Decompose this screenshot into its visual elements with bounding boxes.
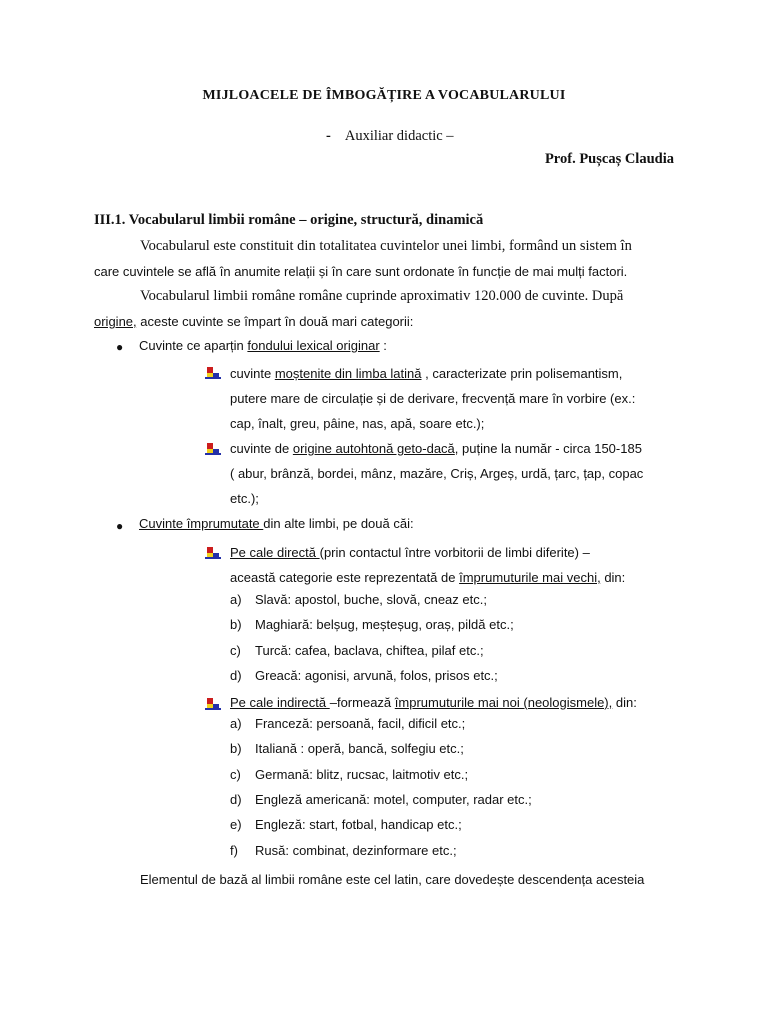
m4-underlined: Pe cale indirectă bbox=[230, 695, 330, 710]
indirect_list-letter: f) bbox=[230, 842, 238, 858]
marker-1-line-1 bbox=[230, 362, 674, 387]
marker-4-line-1 bbox=[230, 691, 674, 716]
marker-2-line-1 bbox=[230, 437, 674, 462]
indirect_list-item: Rusă: combinat, dezinformare etc.; bbox=[255, 842, 457, 858]
marker-2-line-2: ( abur, brânză, bordei, mânz, mazăre, Criș, Argeș, urdă, țarc, țap, copac bbox=[230, 466, 644, 481]
indirect_list-letter: b) bbox=[230, 741, 242, 757]
direct_list-letter: c) bbox=[230, 642, 241, 658]
indirect_list-letter: c) bbox=[230, 766, 241, 782]
indirect_list-item: Italiană : operă, bancă, solfegiu etc.; bbox=[255, 741, 464, 757]
m2-post: , puține la număr - circa 150-185 bbox=[454, 441, 642, 456]
author-name: Prof. Pușcaș Claudia bbox=[544, 151, 674, 167]
flag-marker-icon bbox=[205, 697, 221, 711]
indirect_list-letter: d) bbox=[230, 791, 242, 807]
flag-marker-icon bbox=[205, 366, 221, 380]
marker-3-line-1 bbox=[230, 541, 674, 566]
indirect_list-letter: a) bbox=[230, 716, 242, 731]
marker-2-line-3: etc.); bbox=[230, 491, 259, 506]
bullet-2-text bbox=[139, 516, 414, 531]
direct_list-letter: d) bbox=[230, 667, 242, 683]
m1-post: , caracterizate prin polisemantism, bbox=[421, 366, 623, 381]
indirect_list-item: Franceză: persoană, facil, dificil etc.; bbox=[255, 716, 466, 731]
m2-underlined: origine autohtonă geto-dacă bbox=[292, 441, 455, 456]
direct_list-item: Turcă: cafea, baclava, chiftea, pilaf etc.; bbox=[255, 642, 484, 658]
direct_list-item: Slavă: apostol, buche, slovă, cneaz etc.; bbox=[255, 592, 487, 607]
direct_list-letter: a) bbox=[230, 592, 242, 607]
m3-post: (prin contactul între vorbitorii de limbi diferite) – bbox=[319, 545, 590, 560]
m3-underlined: Pe cale directă bbox=[230, 545, 320, 560]
bullet-1-pre: Cuvinte ce aparțin bbox=[139, 338, 248, 353]
document-subtitle bbox=[326, 128, 454, 145]
m1-underlined: moștenite din limba latină bbox=[274, 366, 422, 381]
flag-marker-icon bbox=[205, 546, 221, 560]
paragraph-1-line-2: care cuvintele se află în anumite relații și în care sunt ordonate în funcție de mai mulți factori. bbox=[94, 264, 628, 279]
m4-mid: –formează bbox=[329, 695, 395, 710]
bullet-icon: ● bbox=[116, 519, 124, 533]
bullet-2-post: din alte limbi, pe două căi: bbox=[263, 516, 414, 531]
indirect_list-item: Engleză americană: motel, computer, radar etc.; bbox=[255, 791, 532, 807]
document-title: MIJLOACELE DE ÎMBOGĂȚIRE A VOCABULARULUI bbox=[202, 88, 566, 103]
paragraph-2-text-1: Vocabularul limbii române române cuprinde aproximativ 120.000 de cuvinte. După bbox=[140, 288, 624, 304]
indirect_list-item: Engleză: start, fotbal, handicap etc.; bbox=[255, 817, 462, 833]
direct_list-item: Greacă: agonisi, arvună, folos, prisos etc.; bbox=[255, 667, 498, 683]
paragraph-2-text-2: aceste cuvinte se împart în două mari categorii: bbox=[136, 314, 414, 329]
paragraph-1-line-1 bbox=[94, 234, 674, 259]
m4-post: din: bbox=[612, 695, 637, 710]
bullet-1-text bbox=[139, 338, 387, 353]
paragraph-1-text-1: Vocabularul este constituit din totalitatea cuvintelor unei limbi, formând un sistem în bbox=[140, 238, 632, 254]
origin-underlined: origine, bbox=[94, 314, 137, 329]
direct_list-letter: b) bbox=[230, 617, 242, 633]
indirect_list-letter: e) bbox=[230, 817, 242, 833]
direct_list-item: Maghiară: belșug, meșteșug, oraș, pildă etc.; bbox=[255, 617, 514, 633]
bullet-1-underlined: fondului lexical originar bbox=[247, 338, 380, 353]
section-heading: III.1. Vocabularul limbii române – origine, structură, dinamică bbox=[94, 212, 484, 228]
bullet-icon: ● bbox=[116, 340, 124, 354]
marker-3-line-2 bbox=[230, 566, 674, 591]
paragraph-2-line-2 bbox=[94, 310, 674, 335]
m1-pre: cuvinte bbox=[230, 366, 275, 381]
bullet-2-underlined: Cuvinte împrumutate bbox=[139, 516, 264, 531]
m3-l2-underlined: împrumuturile mai vechi, bbox=[459, 570, 601, 585]
bullet-1-post: : bbox=[379, 338, 387, 353]
marker-1-line-3: cap, înalt, greu, pâine, nas, apă, soare etc.); bbox=[230, 416, 485, 431]
m2-pre: cuvinte de bbox=[230, 441, 293, 456]
subtitle-dash: - bbox=[326, 128, 331, 144]
indirect_list-item: Germană: blitz, rucsac, laitmotiv etc.; bbox=[255, 766, 469, 782]
m3-l2-pre: această categorie este reprezentată de bbox=[230, 570, 460, 585]
paragraph-3-line-1: Elementul de bază al limbii române este cel latin, care dovedește descendența acesteia bbox=[140, 872, 645, 887]
marker-1-line-2: putere mare de circulație și de derivare, frecvență mare în vorbire (ex.: bbox=[230, 391, 636, 406]
m3-l2-post: din: bbox=[600, 570, 626, 585]
paragraph-2-line-1 bbox=[94, 284, 674, 309]
flag-marker-icon bbox=[205, 442, 221, 456]
m4-underlined-2: împrumuturile mai noi (neologismele), bbox=[394, 695, 613, 710]
subtitle-text: Auxiliar didactic – bbox=[344, 128, 454, 144]
